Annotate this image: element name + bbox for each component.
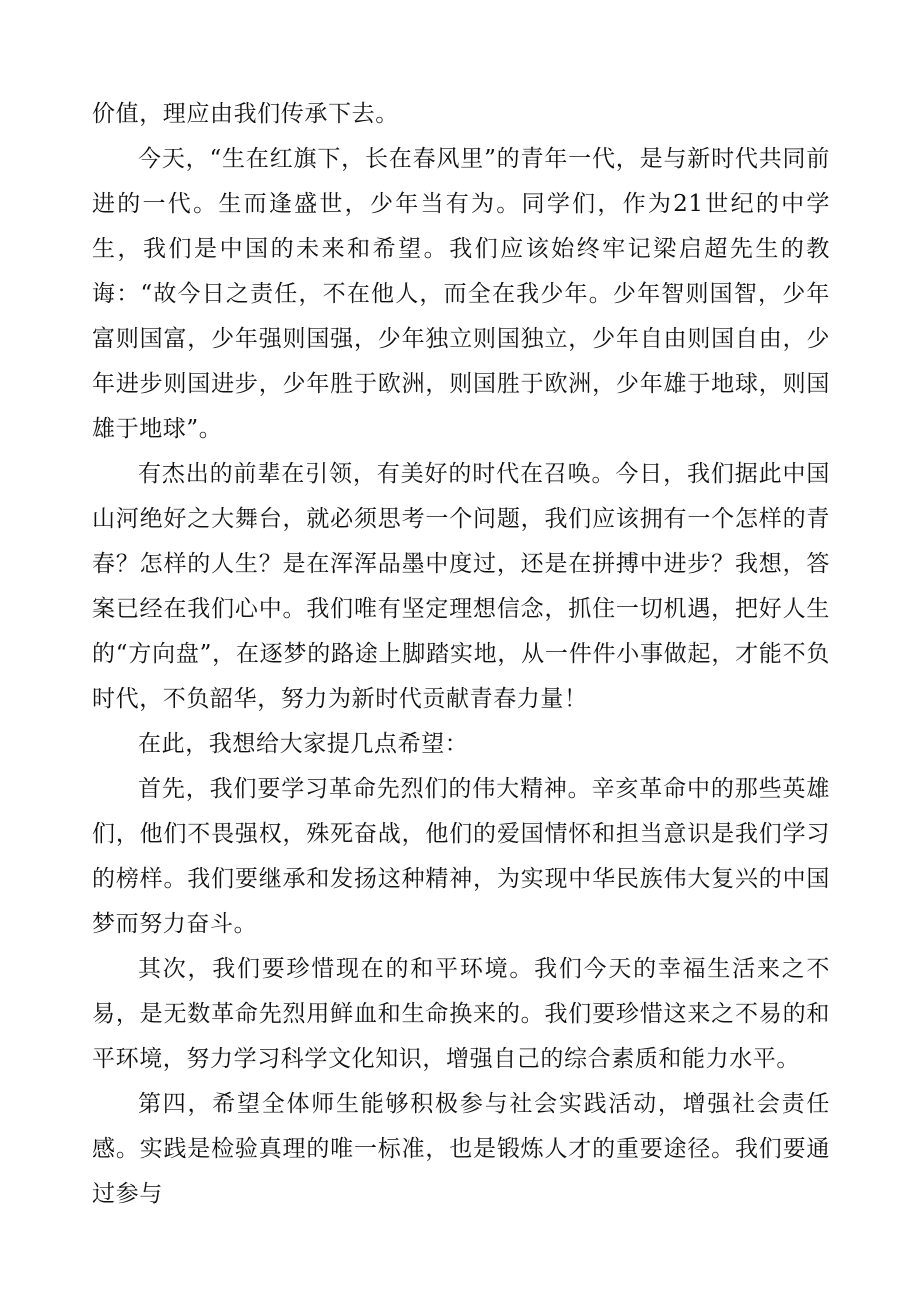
paragraph-first-hope: 首先，我们要学习革命先烈们的伟大精神。辛亥革命中的那些英雄们，他们不畏强权，殊死奋战，他们的爱国情怀和担当意识是我们学习的榜样。我们要继承和发扬这种精神，为实现中华民族伟大复兴的中国梦而努力奋斗。: [92, 776, 830, 937]
document-body: [92, 92, 830, 1217]
paragraph-fourth-hope: 第四，希望全体师生能够积极参与社会实践活动，增强社会责任感。实践是检验真理的唯一标准，也是锻炼人才的重要途径。我们要通过参与: [92, 1091, 830, 1207]
paragraph-second-hope: 其次，我们要珍惜现在的和平环境。我们今天的幸福生活来之不易，是无数革命先烈用鲜血和生命换来的。我们要珍惜这来之不易的和平环境，努力学习科学文化知识，增强自己的综合素质和能力水平。: [92, 956, 830, 1072]
paragraph-continuation: 价值，理应由我们传承下去。: [92, 101, 399, 127]
paragraph-hopes-intro: 在此，我想给大家提几点希望：: [138, 731, 469, 757]
paragraph-youth-generation: 今天，“生在红旗下，长在春风里”的青年一代，是与新时代共同前进的一代。生而逢盛世，少年当有为。同学们，作为21世纪的中学生，我们是中国的未来和希望。我们应该始终牢记梁启超先生的教诲：“故今日之责任，不在他人，而全在我少年。少年智则国智，少年富则国富，少年强则国强，少年独立则国独立，少年自由则国自由，少年进步则国进步，少年胜于欧洲，则国胜于欧洲，少年雄于地球，则国雄于地球”。: [92, 146, 830, 442]
paragraph-youth-choice: 有杰出的前辈在引领，有美好的时代在召唤。今日，我们据此中国山河绝好之大舞台，就必须思考一个问题，我们应该拥有一个怎样的青春？怎样的人生？是在浑浑品墨中度过，还是在拼搏中进步？我想，答案已经在我们心中。我们唯有坚定理想信念，抓住一切机遇，把好人生的“方向盘”，在逐梦的路途上脚踏实地，从一件件小事做起，才能不负时代，不负韶华，努力为新时代贡献青春力量！: [92, 461, 830, 712]
